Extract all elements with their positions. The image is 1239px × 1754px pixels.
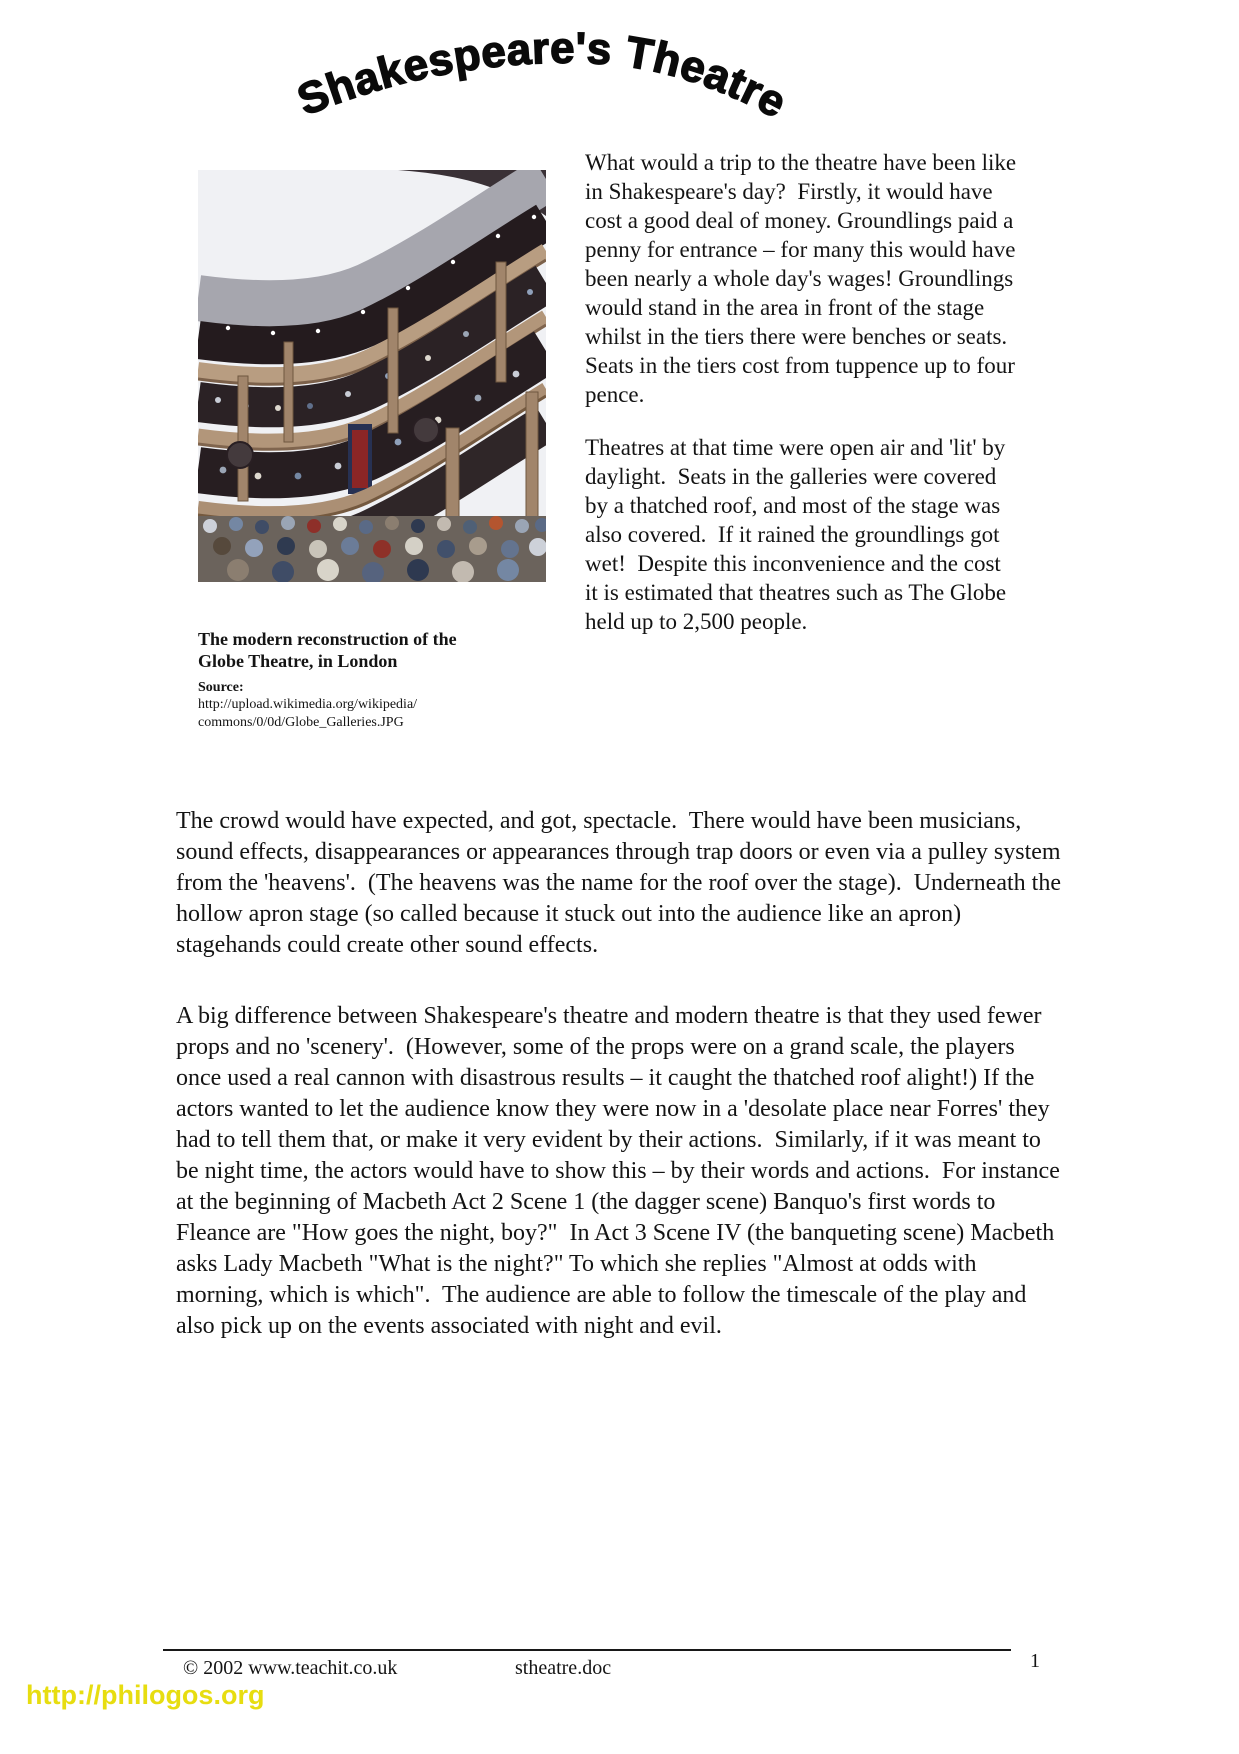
footer-page-number: 1 bbox=[1030, 1650, 1040, 1672]
lamp-sphere-left bbox=[227, 442, 253, 468]
figure-caption bbox=[198, 628, 543, 672]
footer-copyright: © 2002 www.teachit.co.uk bbox=[183, 1657, 398, 1679]
page-title: Shakespeare's Theatre bbox=[290, 23, 795, 128]
source-url bbox=[198, 696, 543, 732]
right-column bbox=[585, 148, 1022, 660]
source-label: Source: bbox=[198, 680, 244, 695]
source-url-line-2: commons/0/0d/Globe_Galleries.JPG bbox=[198, 715, 404, 730]
stage-banner bbox=[348, 424, 372, 494]
paragraph-open-air: Theatres at that time were open air and 'lit' by daylight. Seats in the galleries were covered by a thatched roof, and most of the stage was also covered. If it rained the groundlings got wet! Despite this inconvenience and the cost it is estimated that theatres such as The Globe held up to 2,500 people. bbox=[585, 435, 1012, 634]
footer-divider bbox=[163, 1649, 1011, 1651]
watermark-link[interactable]: http://philogos.org bbox=[26, 1680, 265, 1710]
paragraph-trip-cost: What would a trip to the theatre have been like in Shakespeare's day? Firstly, it would have cost a good deal of money. Groundlings paid a penny for entrance – for many this would have been nearly a whole day's wages! Groundlings would stand in the area in front of the stage whilst in the tiers there were benches or seats. Seats in the tiers cost from tuppence up to four pence. bbox=[585, 150, 1022, 407]
source-url-line-1: http://upload.wikimedia.org/wikipedia/ bbox=[198, 697, 418, 712]
caption-line-2: Globe Theatre, in London bbox=[198, 651, 398, 671]
footer-filename: stheatre.doc bbox=[515, 1657, 612, 1679]
lamp-sphere-right bbox=[413, 417, 439, 443]
paragraph-spectacle: The crowd would have expected, and got, spectacle. There would have been musicians, sound effects, disappearances or appearances through trap doors or even via a pulley system from the 'heavens'. (The heavens was the name for the roof over the stage). Underneath the hollow apron stage (so called because it stuck out into the audience like an apron) stagehands could create other sound effects. bbox=[176, 808, 1067, 958]
page-title-arc bbox=[283, 20, 843, 165]
globe-theatre-photo bbox=[198, 170, 546, 582]
figure-caption-block bbox=[198, 628, 543, 732]
caption-line-1: The modern reconstruction of the bbox=[198, 629, 457, 649]
body-text bbox=[176, 806, 1067, 1382]
paragraph-props-scenery: A big difference between Shakespeare's theatre and modern theatre is that they used fewer props and no 'scenery'. (However, some of the props were on a grand scale, the players once used a real cannon with disastrous results – it caught the thatched roof alight!) If the actors wanted to let the audience know they were now in a 'desolate place near Forres' they had to tell them that, or make it very evident by their actions. Similarly, if it was meant to be night time, the actors would have to show this – by their words and actions. For instance at the beginning of Macbeth Act 2 Scene 1 (the dagger scene) Banquo's first words to Fleance are "How goes the night, boy?" In Act 3 Scene IV (the banqueting scene) Macbeth asks Lady Macbeth "What is the night?" To which she replies "Almost at odds with morning, which is which". The audience are able to follow the timescale of the play and also pick up on the events associated with night and evil. bbox=[176, 1003, 1066, 1339]
